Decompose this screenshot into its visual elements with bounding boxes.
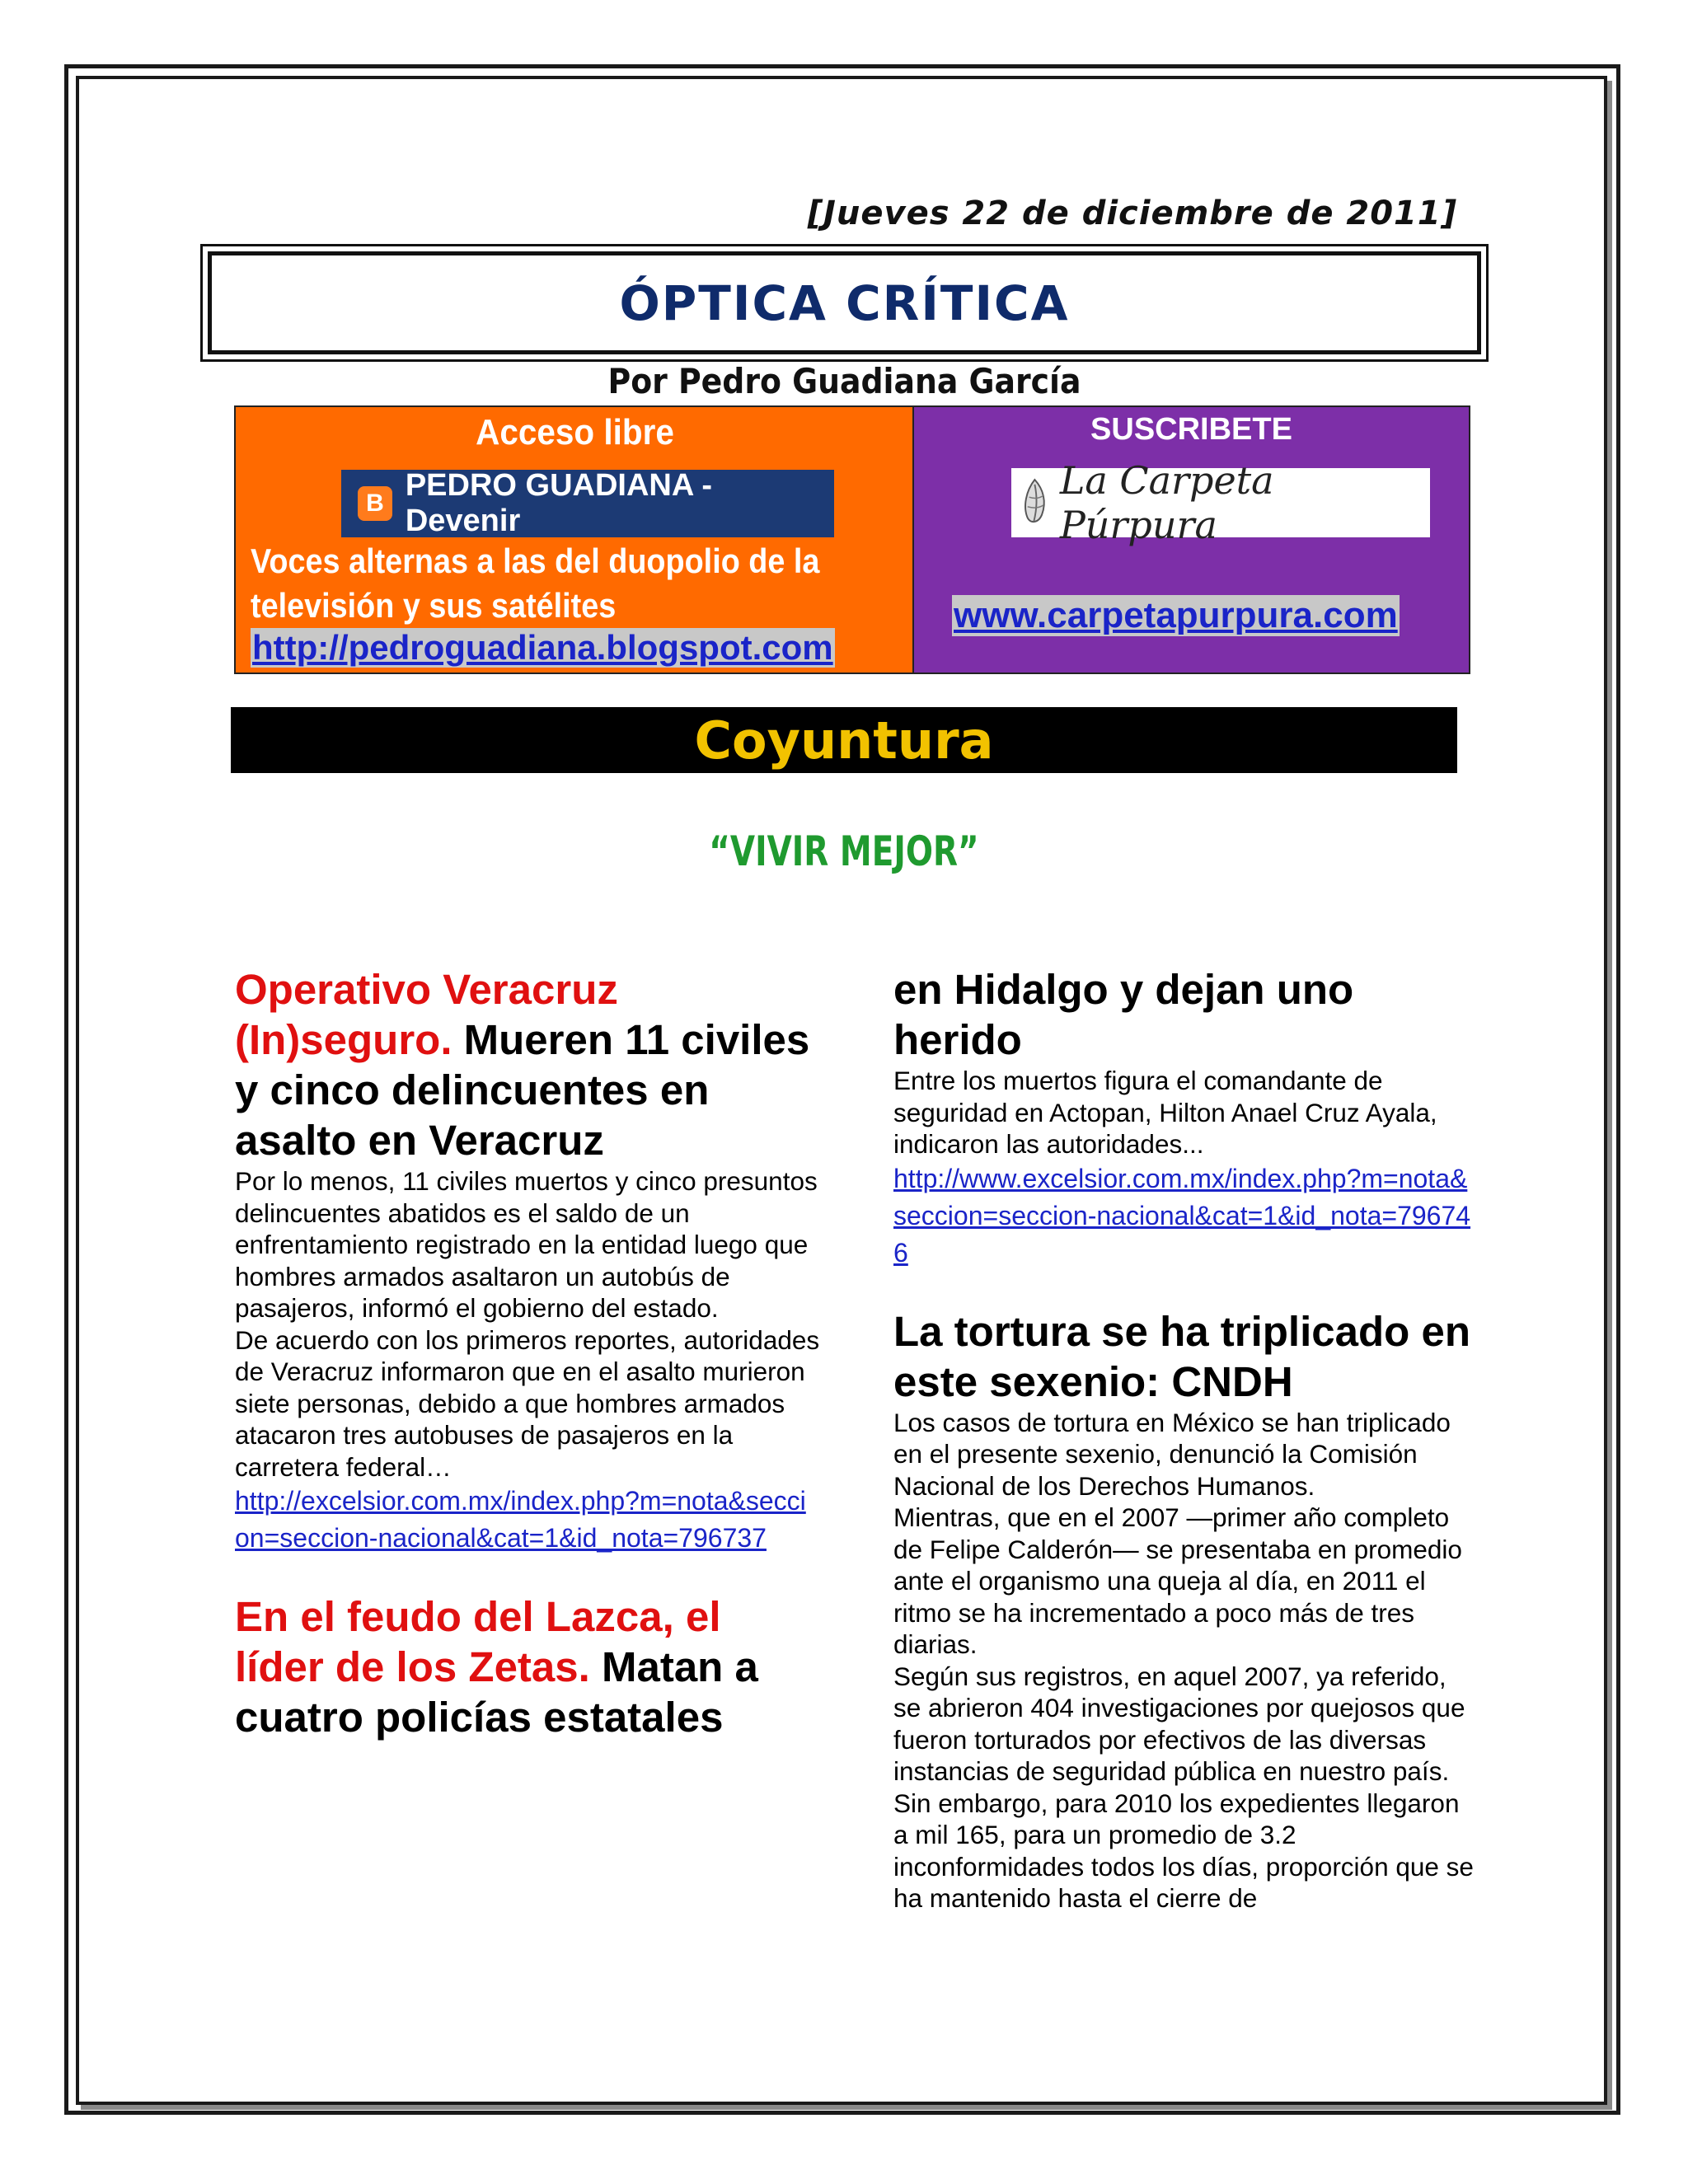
subscribe-label: SUSCRIBETE — [1090, 412, 1292, 447]
article-3-headline: La tortura se ha triplicado en este sexenio: CNDH — [893, 1307, 1470, 1405]
spacer — [235, 1557, 820, 1591]
promo-banner — [234, 405, 1470, 674]
article-1-body-1: Por lo menos, 11 civiles muertos y cinco presuntos delincuentes abatidos es el saldo de un enfrentamiento registrado en la entidad luego que hombres armados asaltaron un autobús de pasajeros, informó el gobierno del estado. — [235, 1166, 818, 1323]
article-3-body-1: Los casos de tortura en México se han triplicado en el presente sexenio, denunció la Comisión Nacional de los Derechos Humanos. — [893, 1407, 1451, 1501]
blog-link[interactable]: http://pedroguadiana.blogspot.com — [252, 628, 833, 667]
spacer — [893, 1272, 1479, 1306]
article-1-link[interactable]: http://excelsior.com.mx/index.php?m=nota&seccion=seccion-nacional&cat=1&id_nota=796737 — [235, 1486, 806, 1553]
article-2-link[interactable]: http://www.excelsior.com.mx/index.php?m=nota&seccion=seccion-nacional&cat=1&id_nota=796746 — [893, 1163, 1471, 1268]
article-1-headline-red: Operativo Veracruz (In)seguro. — [235, 966, 618, 1063]
article-3-body-4: Sin embargo, para 2010 los expedientes llegaron a mil 165, para un promedio de 3.2 inconformidades todos los días, proporción que se ha mantenido hasta el cierre de — [893, 1788, 1474, 1913]
title-box — [208, 251, 1481, 354]
subscribe-panel — [914, 407, 1469, 673]
carpeta-link[interactable]: www.carpetapurpura.com — [954, 595, 1398, 635]
blog-name: PEDRO GUADIANA - Devenir — [405, 468, 713, 538]
blogger-icon: B — [358, 486, 392, 521]
column-left — [235, 964, 820, 1742]
article-1-headline — [235, 964, 820, 1165]
article-1-headline-black: Mueren 11 civiles y cinco delincuentes en asalto en Veracruz — [235, 1016, 810, 1164]
byline: Por Pedro Guadiana García — [607, 361, 1081, 401]
blog-badge[interactable] — [341, 470, 834, 537]
free-access-panel — [236, 407, 914, 673]
article-3-body-2: Mientras, que en el 2007 —primer año completo de Felipe Calderón— se presentaba en promedio ante el organismo una queja al día, en 2011 el ritmo se ha incrementado a poco más de tres diarias. — [893, 1502, 1462, 1659]
section-slogan: “VIVIR MEJOR” — [709, 827, 979, 875]
page-title: ÓPTICA CRÍTICA — [619, 274, 1070, 331]
section-title: Coyuntura — [694, 710, 994, 771]
carpeta-purpura-logo[interactable] — [1011, 458, 1430, 547]
shell-icon — [1021, 477, 1048, 528]
article-3-body-3: Según sus registros, en aquel 2007, ya referido, se abrieron 404 investigaciones por quejosos que fueron torturados por efectivos de las diversas instancias de seguridad pública en nuestro país. — [893, 1661, 1465, 1786]
free-access-label: Acceso libre — [476, 412, 674, 452]
blog-tagline: Voces alternas a las del duopolio de la televisión y sus satélites — [251, 541, 820, 625]
article-2-headline-black: Matan a cuatro policías estatales — [235, 1643, 758, 1741]
article-2-headline — [235, 1591, 820, 1742]
column-right — [893, 964, 1479, 1915]
carpeta-logo-text: La Carpeta Púrpura — [1059, 458, 1274, 547]
article-1-body-2: De acuerdo con los primeros reportes, autoridades de Veracruz informaron que en el asalto murieron siete personas, debido a que hombres armados atacaron tres autobuses de pasajeros en la carretera federal… — [235, 1324, 820, 1482]
section-bar — [231, 707, 1457, 773]
issue-date: [Jueves 22 de diciembre de 2011] — [807, 194, 1457, 232]
article-2-headline-continued: en Hidalgo y dejan uno herido — [893, 966, 1354, 1063]
article-2-body: Entre los muertos figura el comandante de seguridad en Actopan, Hilton Anael Cruz Ayala, indicaron las autoridades... — [893, 1066, 1437, 1159]
article-2-headline-red: En el feudo del Lazca, el líder de los Zetas. — [235, 1593, 721, 1690]
